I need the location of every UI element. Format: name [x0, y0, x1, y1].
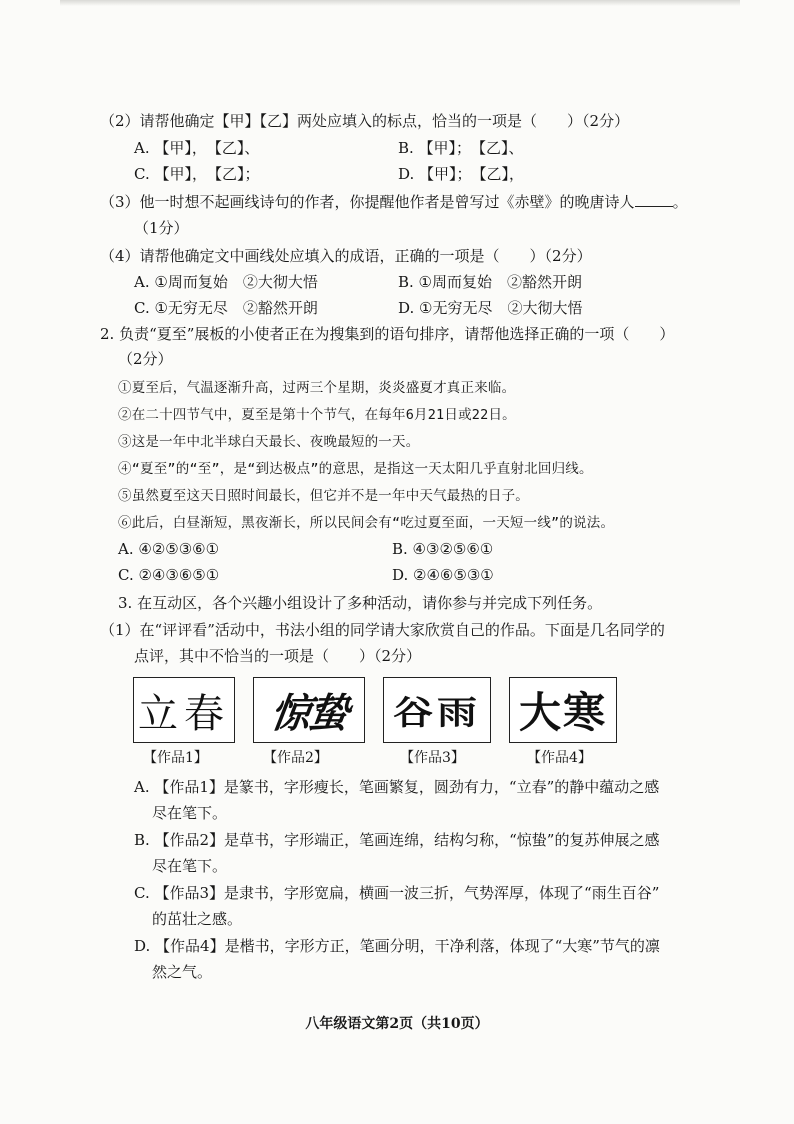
q3-option-d-line1[interactable]: D. 【作品4】是楷书，字形方正，笔画分明，干净利落，体现了“大寒”节气的凛 — [134, 937, 660, 955]
q1-part4-stem: （4）请帮他确定文中画线处应填入的成语，正确的一项是（ ）（2分） — [100, 247, 592, 265]
page-footer: 八年级语文第2页（共10页） — [305, 1016, 489, 1032]
q1-part2-option-c[interactable]: C. 【甲】， 【乙】； — [134, 165, 260, 183]
q1-part4-option-a[interactable]: A. ①周而复始 ②大彻大悟 — [134, 273, 318, 291]
calligraphy-work-1 — [133, 677, 235, 743]
q1-part4-option-b[interactable]: B. ①周而复始 ②豁然开朗 — [398, 273, 583, 291]
answer-blank[interactable] — [635, 192, 673, 207]
work-4-glyphs: 大寒 — [518, 688, 607, 737]
q1-part3-stem-text: （3）他一时想不起画线诗句的作者，你提醒他作者是曾写过《赤壁》的晚唐诗人 — [100, 193, 635, 211]
calligraphy-work-4 — [509, 677, 617, 743]
q3-part1-line2: 点评，其中不恰当的一项是（ ）（2分） — [134, 647, 422, 665]
q2-stem: 2. 负责“夏至”展板的小使者正在为搜集到的语句排序，请帮他选择正确的一项（ ） — [100, 325, 675, 343]
calligraphy-work-3 — [383, 677, 491, 743]
q3-option-c-line1[interactable]: C. 【作品3】是隶书，字形宽扁，横画一波三折，气势浑厚，体现了“雨生百谷” — [134, 884, 660, 902]
caption-work-1: 【作品1】 — [143, 750, 208, 766]
caption-work-4: 【作品4】 — [527, 750, 592, 766]
q1-part2-option-b[interactable]: B. 【甲】； 【乙】、 — [398, 139, 524, 157]
calligraphy-work-2 — [253, 677, 365, 743]
work-3-glyphs: 谷雨 — [393, 693, 481, 732]
q2-option-b[interactable]: B. ④③②⑤⑥① — [392, 540, 494, 558]
q2-option-a[interactable]: A. ④②⑤③⑥① — [118, 540, 220, 558]
q1-part2-option-a[interactable]: A. 【甲】， 【乙】、 — [134, 139, 260, 157]
q2-sentence-4: ④“夏至”的“至”，是“到达极点”的意思，是指这一天太阳几乎直射北回归线。 — [118, 461, 593, 477]
q2-option-c[interactable]: C. ②④③⑥⑤① — [118, 566, 220, 584]
q2-score: （2分） — [118, 350, 173, 368]
q1-part4-option-d[interactable]: D. ①无穷无尽 ②大彻大悟 — [398, 299, 583, 317]
q1-part2-stem: （2）请帮他确定【甲】【乙】两处应填入的标点，恰当的一项是（ ）（2分） — [100, 112, 630, 130]
q3-part1-line1: （1）在“评评看”活动中，书法小组的同学请大家欣赏自己的作品。下面是几名同学的 — [100, 621, 665, 639]
caption-work-3: 【作品3】 — [400, 750, 465, 766]
q3-option-b-line1[interactable]: B. 【作品2】是草书，字形端正，笔画连绵，结构匀称，“惊蛰”的复苏伸展之感 — [134, 831, 660, 849]
q3-option-b-line2: 尽在笔下。 — [152, 857, 228, 875]
q2-sentence-2: ②在二十四节气中，夏至是第十个节气，在每年6月21日或22日。 — [118, 407, 516, 423]
q2-sentence-5: ⑤虽然夏至这天日照时间最长，但它并不是一年中天气最热的日子。 — [118, 488, 529, 504]
q3-option-a-line2: 尽在笔下。 — [152, 804, 228, 822]
caption-work-2: 【作品2】 — [263, 750, 328, 766]
q3-option-d-line2: 然之气。 — [152, 963, 213, 981]
q2-option-d[interactable]: D. ②④⑥⑤③① — [392, 566, 494, 584]
q1-part3-score: （1分） — [134, 219, 189, 237]
q1-part2-option-d[interactable]: D. 【甲】； 【乙】， — [398, 165, 525, 183]
q2-sentence-3: ③这是一年中北半球白天最长、夜晚最短的一天。 — [118, 434, 420, 450]
q1-part3-stem-end: 。 — [672, 193, 688, 211]
q3-stem: 3. 在互动区，各个兴趣小组设计了多种活动，请你参与并完成下列任务。 — [118, 594, 603, 612]
scan-edge — [60, 0, 740, 6]
q1-part3-stem — [100, 192, 688, 212]
q3-option-c-line2: 的茁壮之感。 — [152, 910, 243, 928]
q3-option-a-line1[interactable]: A. 【作品1】是篆书，字形瘦长，笔画繁复，圆劲有力，“立春”的静中蕴动之感 — [134, 778, 660, 796]
q2-sentence-6: ⑥此后，白昼渐短，黑夜渐长，所以民间会有“吃过夏至面，一天短一线”的说法。 — [118, 515, 615, 531]
q2-sentence-1: ①夏至后，气温逐渐升高，过两三个星期，炎炎盛夏才真正来临。 — [118, 380, 516, 396]
q1-part4-option-c[interactable]: C. ①无穷无尽 ②豁然开朗 — [134, 299, 318, 317]
work-2-glyphs: 惊蛰 — [267, 689, 350, 737]
work-1-glyphs: 立春 — [138, 690, 230, 737]
